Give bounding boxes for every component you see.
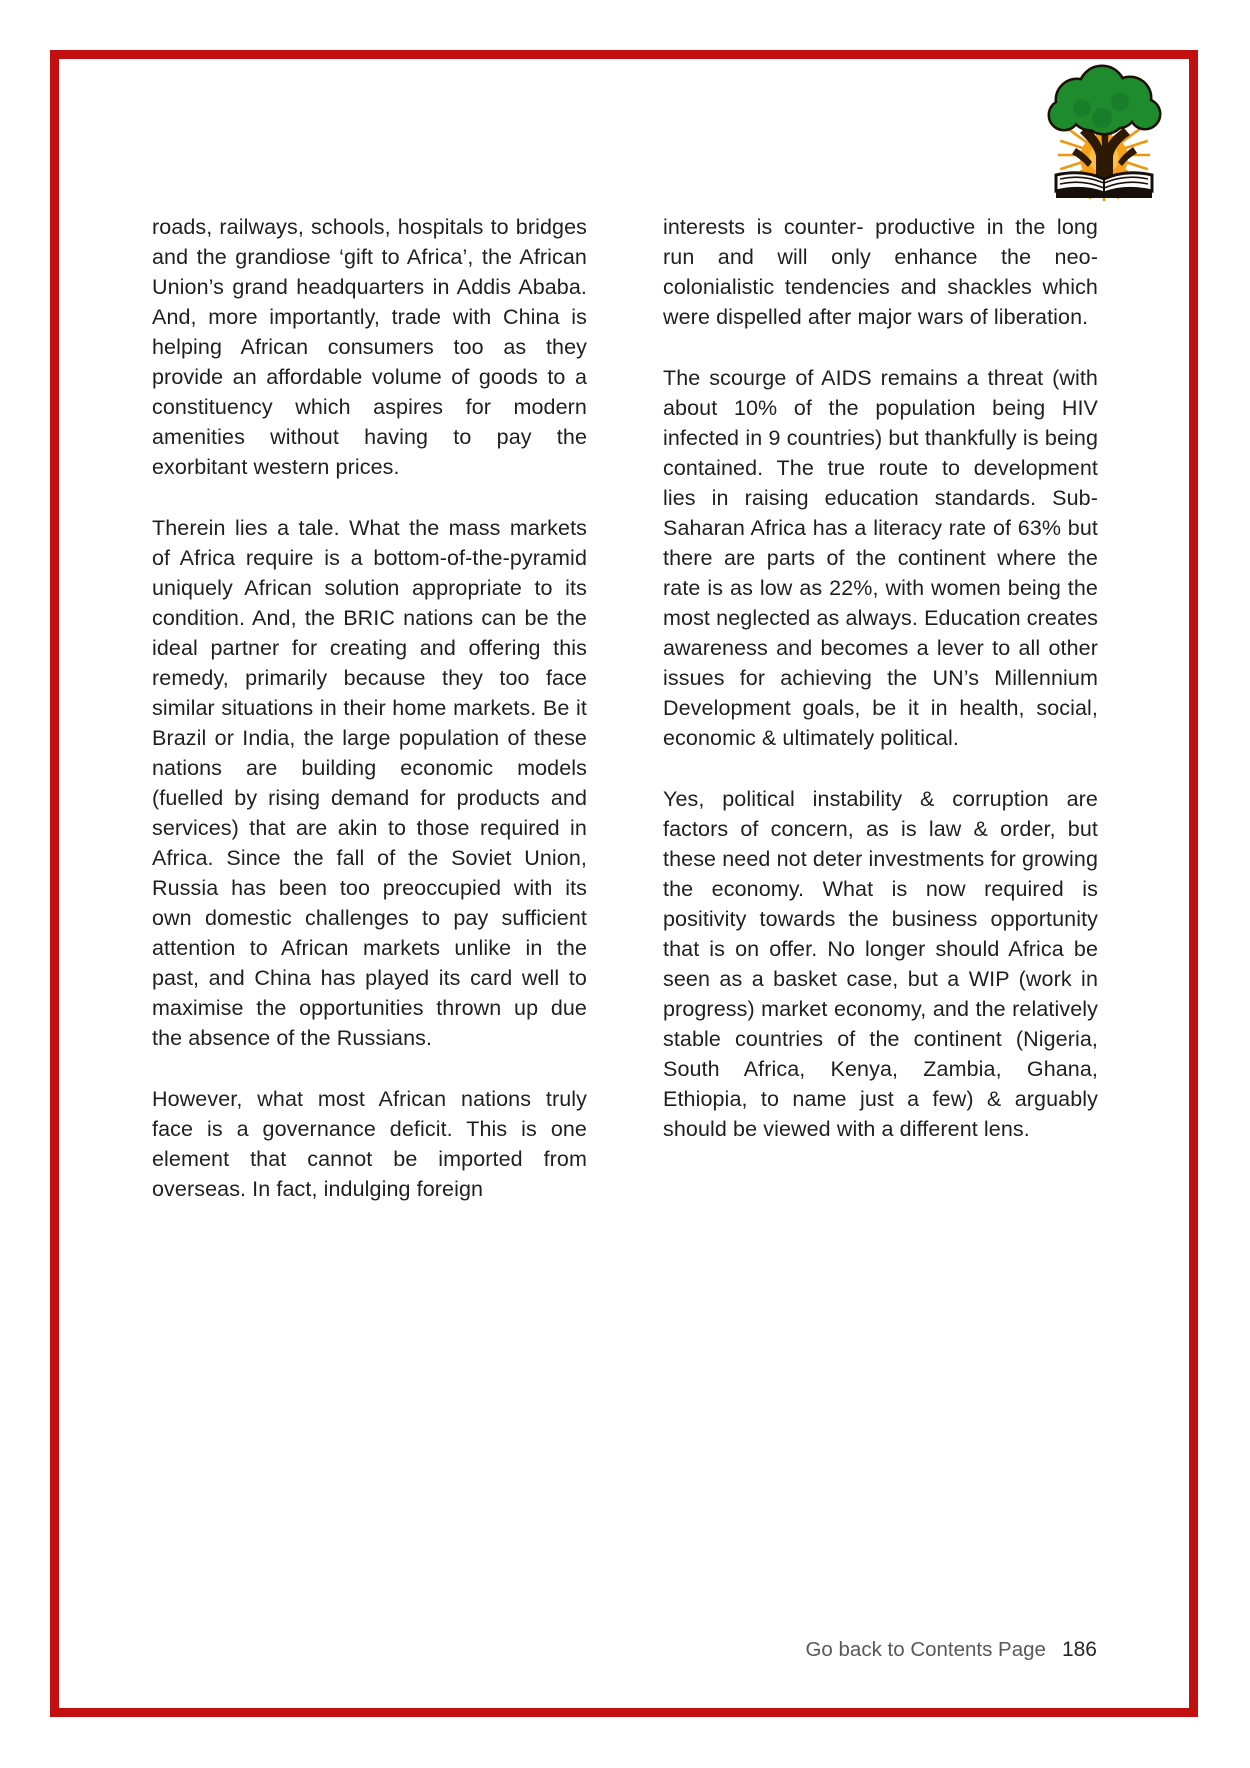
paragraph: However, what most African nations truly face is a governance deficit. This is one element that cannot be imported from overseas. In fact, indulging foreign bbox=[152, 1087, 587, 1201]
paragraph: roads, railways, schools, hospitals to bridges and the grandiose ‘gift to Africa’, the African Union’s grand headquarters in Addis Ababa. And, more importantly, trade with China is helping African consumers too as they provide an affordable volume of goods to a constituency which aspires for modern amenities without having to pay the exorbitant western prices. bbox=[152, 215, 587, 479]
contents-page-link[interactable]: Go back to Contents Page bbox=[805, 1638, 1046, 1661]
paragraph: Yes, political instability & corruption are factors of concern, as is law & order, but these need not deter investments for growing the economy. What is now required is positivity towards the business opportunity that is on offer. No longer should Africa be seen as a basket case, but a WIP (work in progress) market economy, and the relatively stable countries of the continent (Nigeria, South Africa, Kenya, Zambia, Ghana, Ethiopia, to name just a few) & arguably should be viewed with a different lens. bbox=[663, 787, 1098, 1141]
paragraph: interests is counter- productive in the long run and will only enhance the neo-colonialistic tendencies and shackles which were dispelled after major wars of liberation. bbox=[663, 215, 1098, 329]
tree-book-logo bbox=[1042, 58, 1168, 206]
left-column bbox=[152, 212, 587, 1235]
page-footer bbox=[805, 1638, 1097, 1662]
page-number: 186 bbox=[1061, 1638, 1097, 1661]
publisher-logo bbox=[1042, 58, 1168, 206]
paragraph: Therein lies a tale. What the mass markets of Africa require is a bottom-of-the-pyramid uniquely African solution appropriate to its condition. And, the BRIC nations can be the ideal partner for creating and offering this remedy, primarily because they too face similar situations in their home markets. Be it Brazil or India, the large population of these nations are building economic models (fuelled by rising demand for products and services) that are akin to those required in Africa. Since the fall of the Soviet Union, Russia has been too preoccupied with its own domestic challenges to pay sufficient attention to African markets unlike in the past, and China has played its card well to maximise the opportunities thrown up due the absence of the Russians. bbox=[152, 516, 587, 1050]
two-column-article bbox=[152, 212, 1098, 1235]
right-column bbox=[663, 212, 1098, 1235]
paragraph: The scourge of AIDS remains a threat (with about 10% of the population being HIV infected in 9 countries) but thankfully is being contained. The true route to development lies in raising education standards. Sub-Saharan Africa has a literacy rate of 63% but there are parts of the continent where the rate is as low as 22%, with women being the most neglected as always. Education creates awareness and becomes a lever to all other issues for achieving the UN’s Millennium Development goals, be it in health, social, economic & ultimately political. bbox=[663, 366, 1098, 750]
